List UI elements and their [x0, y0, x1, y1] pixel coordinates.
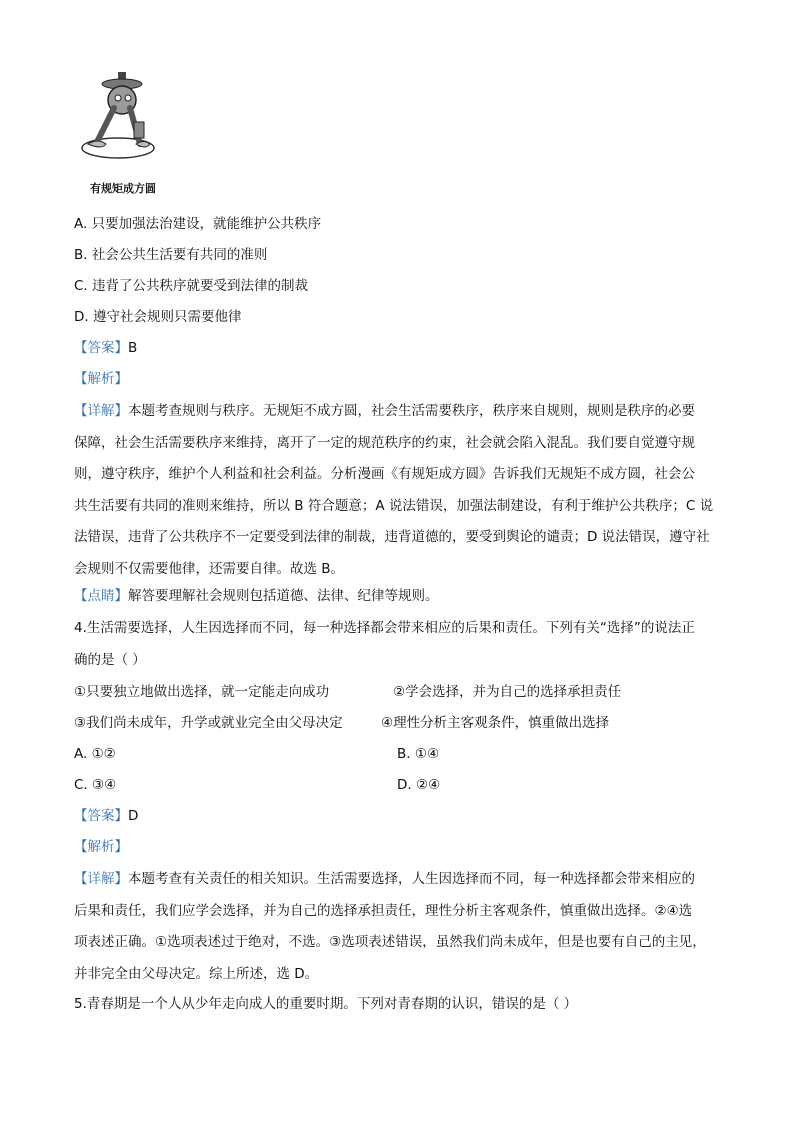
q3-option-b: B. 社会公共生活要有共同的准则	[74, 247, 268, 263]
answer-value: B	[128, 340, 138, 356]
detail-line: 项表述正确。①选项表述过于绝对，不选。③选项表述错误，虽然我们尚未成年，但是也要有自己的主见，	[74, 934, 706, 950]
q4-item-4: ④理性分析主客观条件，慎重做出选择	[381, 715, 610, 731]
q3-tip	[74, 586, 439, 606]
detail-line: 共生活要有共同的准则来维持，所以 B 符合题意；A 说法错误，加强法制建设，有利于维护公共秩序；C 说	[74, 497, 714, 514]
q3-option-d: D. 遵守社会规则只需要他律	[74, 309, 242, 325]
q4-option-d: D. ②④	[397, 777, 441, 793]
q4-answer	[74, 806, 138, 826]
tip-tag: 【点睛】	[74, 588, 128, 604]
detail-tag: 【详解】	[74, 871, 128, 887]
q3-option-c: C. 违背了公共秩序就要受到法律的制裁	[74, 278, 309, 294]
detail-line: 后果和责任，我们应学会选择，并为自己的选择承担责任，理性分析主客观条件，慎重做出选择。②④选	[74, 902, 693, 919]
q4-option-c: C. ③④	[74, 777, 117, 793]
q3-answer	[74, 338, 137, 358]
q4-item-1: ①只要独立地做出选择，就一定能走向成功	[74, 684, 330, 700]
detail-line: 保障，社会生活需要秩序来维持，离开了一定的规范秩序的约束，社会就会陷入混乱。我们要自觉遵守规	[74, 434, 695, 451]
detail-line: 本题考查规则与秩序。无规矩不成方圆，社会生活需要秩序，秩序来自规则，规则是秩序的必要	[128, 403, 695, 419]
detail-line: 并非完全由父母决定。综上所述，选 D。	[74, 965, 319, 982]
q4-stem-line2: 确的是（ ）	[74, 652, 146, 668]
answer-tag: 【答案】	[74, 340, 128, 356]
q4-detail	[74, 864, 724, 990]
q3-analysis-tag: 【解析】	[74, 371, 128, 387]
q4-option-a: A. ①②	[74, 746, 116, 762]
detail-line: 法错误，违背了公共秩序不一定要受到法律的制裁，违背道德的，要受到舆论的谴责；D 说法错误，遵守社	[74, 529, 710, 545]
detail-tag: 【详解】	[74, 403, 128, 419]
detail-line: 会规则不仅需要他律，还需要自律。故选 B。	[74, 560, 345, 577]
q3-option-a: A. 只要加强法治建设，就能维护公共秩序	[74, 216, 322, 232]
q4-item-3: ③我们尚未成年，升学或就业完全由父母决定	[74, 715, 343, 731]
cartoon-caption: 有规矩成方圆	[90, 182, 156, 195]
answer-tag: 【答案】	[74, 808, 128, 824]
q4-analysis-tag: 【解析】	[74, 839, 128, 855]
answer-value: D	[128, 808, 139, 824]
q4-item-2: ②学会选择，并为自己的选择承担责任	[393, 684, 622, 700]
cartoon-image	[80, 70, 178, 198]
tip-text: 解答要理解社会规则包括道德、法律、纪律等规则。	[128, 588, 439, 604]
detail-line: 则，遵守秩序，维护个人利益和社会利益。分析漫画《有规矩成方圆》告诉我们无规矩不成方圆，社会公	[74, 466, 695, 482]
q5-stem: 5.青春期是一个人从少年走向成人的重要时期。下列对青春期的认识，错误的是（ ）	[74, 996, 578, 1012]
q3-detail	[74, 396, 724, 585]
detail-line: 本题考查有关责任的相关知识。生活需要选择，人生因选择而不同，每一种选择都会带来相应的	[128, 871, 695, 887]
compass-cartoon-icon	[80, 70, 178, 198]
q4-stem-line1: 4.生活需要选择，人生因选择而不同，每一种选择都会带来相应的后果和责任。下列有关“选择”的说法正	[74, 620, 695, 636]
q4-option-b: B. ①④	[397, 746, 440, 762]
